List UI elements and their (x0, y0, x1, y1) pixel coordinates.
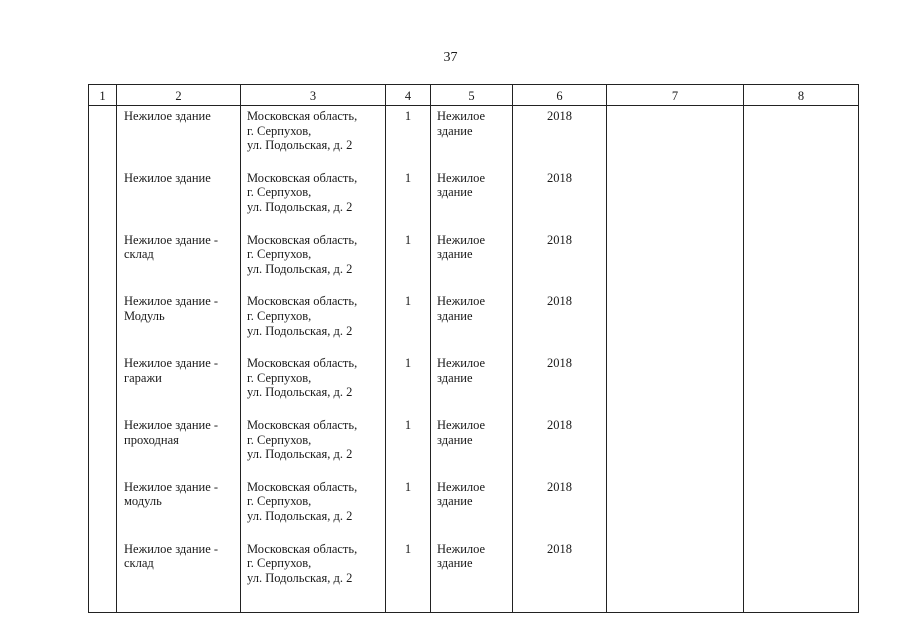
property-registry-table (88, 84, 859, 613)
cell-object-type-line: здание (437, 185, 473, 200)
header-col-3: 3 (241, 85, 386, 106)
cell-address (241, 230, 386, 292)
cell-count: 1 (386, 106, 431, 168)
cell-object-name (117, 291, 241, 353)
cell-object-name-line: Нежилое здание - (124, 232, 219, 247)
cell-address (241, 353, 386, 415)
header-col-2: 2 (117, 85, 241, 106)
cell-address-line: г. Серпухов, (247, 556, 312, 571)
cell-year: 2018 (513, 415, 607, 477)
cell-address (241, 291, 386, 353)
cell-year: 2018 (513, 230, 607, 292)
cell-address-line: г. Серпухов, (247, 185, 312, 200)
cell-address-line: г. Серпухов, (247, 123, 312, 138)
cell-col-7 (607, 353, 744, 415)
table-row (89, 291, 859, 353)
cell-col-7 (607, 477, 744, 539)
table-row (89, 230, 859, 292)
cell-object-type-line: Нежилое (437, 541, 486, 556)
cell-address-line: Московская область, (247, 417, 358, 432)
cell-count: 1 (386, 291, 431, 353)
cell-object-name (117, 477, 241, 539)
cell-col-1 (89, 415, 117, 477)
table-row (89, 353, 859, 415)
header-row (89, 85, 859, 106)
cell-object-name-line: Нежилое здание - (124, 294, 219, 309)
cell-address-line: ул. Подольская, д. 2 (247, 447, 353, 462)
cell-address-line: Московская область, (247, 294, 358, 309)
cell-address-line: ул. Подольская, д. 2 (247, 199, 353, 214)
cell-address-line: Московская область, (247, 541, 358, 556)
cell-address-line: ул. Подольская, д. 2 (247, 508, 353, 523)
table-body (89, 106, 859, 613)
cell-address-line: ул. Подольская, д. 2 (247, 138, 353, 153)
cell-object-type-line: Нежилое (437, 294, 486, 309)
table-row (89, 106, 859, 168)
page-number: 37 (443, 50, 458, 65)
cell-year: 2018 (513, 353, 607, 415)
cell-col-1 (89, 291, 117, 353)
cell-address-line: ул. Подольская, д. 2 (247, 385, 353, 400)
cell-object-name (117, 168, 241, 230)
cell-object-name-line: Нежилое здание - (124, 356, 219, 371)
cell-address-line: ул. Подольская, д. 2 (247, 261, 353, 276)
cell-object-name (117, 106, 241, 168)
cell-object-name (117, 539, 241, 613)
header-col-1: 1 (89, 85, 117, 106)
cell-col-8 (744, 539, 859, 613)
cell-count: 1 (386, 539, 431, 613)
header-col-4: 4 (386, 85, 431, 106)
cell-address-line: Московская область, (247, 109, 358, 123)
cell-count: 1 (386, 353, 431, 415)
cell-object-name-line: модуль (124, 494, 162, 509)
table-row (89, 415, 859, 477)
cell-object-type-line: здание (437, 494, 473, 509)
cell-year: 2018 (513, 106, 607, 168)
cell-object-name-line: склад (124, 247, 154, 262)
cell-object-name-line: Нежилое здание - (124, 541, 219, 556)
cell-address (241, 415, 386, 477)
header-col-6: 6 (513, 85, 607, 106)
cell-object-name-line: проходная (124, 432, 179, 447)
cell-object-type-line: здание (437, 123, 473, 138)
cell-address (241, 168, 386, 230)
cell-count: 1 (386, 415, 431, 477)
cell-col-1 (89, 477, 117, 539)
cell-address-line: Московская область, (247, 356, 358, 371)
cell-col-1 (89, 168, 117, 230)
cell-object-name-line: склад (124, 556, 154, 571)
cell-object-type-line: Нежилое (437, 109, 486, 123)
cell-object-type (431, 168, 513, 230)
cell-address-line: Московская область, (247, 479, 358, 494)
cell-address (241, 477, 386, 539)
cell-object-type-line: Нежилое (437, 417, 486, 432)
cell-object-type (431, 106, 513, 168)
cell-address-line: г. Серпухов, (247, 370, 312, 385)
cell-col-1 (89, 539, 117, 613)
cell-col-8 (744, 353, 859, 415)
cell-object-type (431, 353, 513, 415)
cell-col-8 (744, 477, 859, 539)
cell-col-8 (744, 291, 859, 353)
cell-col-1 (89, 106, 117, 168)
cell-address-line: г. Серпухов, (247, 432, 312, 447)
cell-object-type-line: здание (437, 247, 473, 262)
cell-object-name-line: Нежилое здание (124, 170, 211, 185)
cell-object-type-line: здание (437, 370, 473, 385)
cell-object-type-line: Нежилое (437, 170, 486, 185)
header-col-5: 5 (431, 85, 513, 106)
cell-object-name (117, 230, 241, 292)
cell-col-7 (607, 291, 744, 353)
cell-year: 2018 (513, 539, 607, 613)
cell-object-type (431, 230, 513, 292)
cell-object-type-line: Нежилое (437, 356, 486, 371)
cell-object-type (431, 539, 513, 613)
cell-year: 2018 (513, 477, 607, 539)
cell-object-name-line: Нежилое здание - (124, 417, 219, 432)
table-row (89, 539, 859, 613)
cell-object-type (431, 291, 513, 353)
cell-object-name-line: Нежилое здание - (124, 479, 219, 494)
cell-col-1 (89, 230, 117, 292)
cell-col-8 (744, 230, 859, 292)
table-row (89, 477, 859, 539)
cell-object-name-line: Модуль (124, 308, 165, 323)
header-col-7: 7 (607, 85, 744, 106)
table-row (89, 168, 859, 230)
cell-count: 1 (386, 477, 431, 539)
cell-year: 2018 (513, 168, 607, 230)
cell-count: 1 (386, 168, 431, 230)
cell-object-type-line: здание (437, 308, 473, 323)
cell-address-line: г. Серпухов, (247, 494, 312, 509)
cell-col-7 (607, 230, 744, 292)
cell-col-1 (89, 353, 117, 415)
cell-address-line: Московская область, (247, 232, 358, 247)
cell-address-line: г. Серпухов, (247, 247, 312, 262)
cell-object-name-line: Нежилое здание (124, 109, 211, 123)
cell-col-7 (607, 539, 744, 613)
cell-object-type-line: Нежилое (437, 479, 486, 494)
cell-col-7 (607, 106, 744, 168)
cell-address-line: ул. Подольская, д. 2 (247, 323, 353, 338)
cell-object-type (431, 477, 513, 539)
cell-object-type-line: здание (437, 432, 473, 447)
cell-year: 2018 (513, 291, 607, 353)
cell-col-7 (607, 415, 744, 477)
cell-address (241, 106, 386, 168)
cell-address-line: ул. Подольская, д. 2 (247, 570, 353, 585)
cell-address-line: Московская область, (247, 170, 358, 185)
cell-address (241, 539, 386, 613)
cell-col-7 (607, 168, 744, 230)
cell-object-type-line: Нежилое (437, 232, 486, 247)
cell-count: 1 (386, 230, 431, 292)
cell-col-8 (744, 168, 859, 230)
cell-object-name (117, 353, 241, 415)
cell-col-8 (744, 106, 859, 168)
cell-object-type (431, 415, 513, 477)
cell-object-name (117, 415, 241, 477)
cell-col-8 (744, 415, 859, 477)
header-col-8: 8 (744, 85, 859, 106)
cell-address-line: г. Серпухов, (247, 308, 312, 323)
cell-object-name-line: гаражи (124, 370, 162, 385)
cell-object-type-line: здание (437, 556, 473, 571)
